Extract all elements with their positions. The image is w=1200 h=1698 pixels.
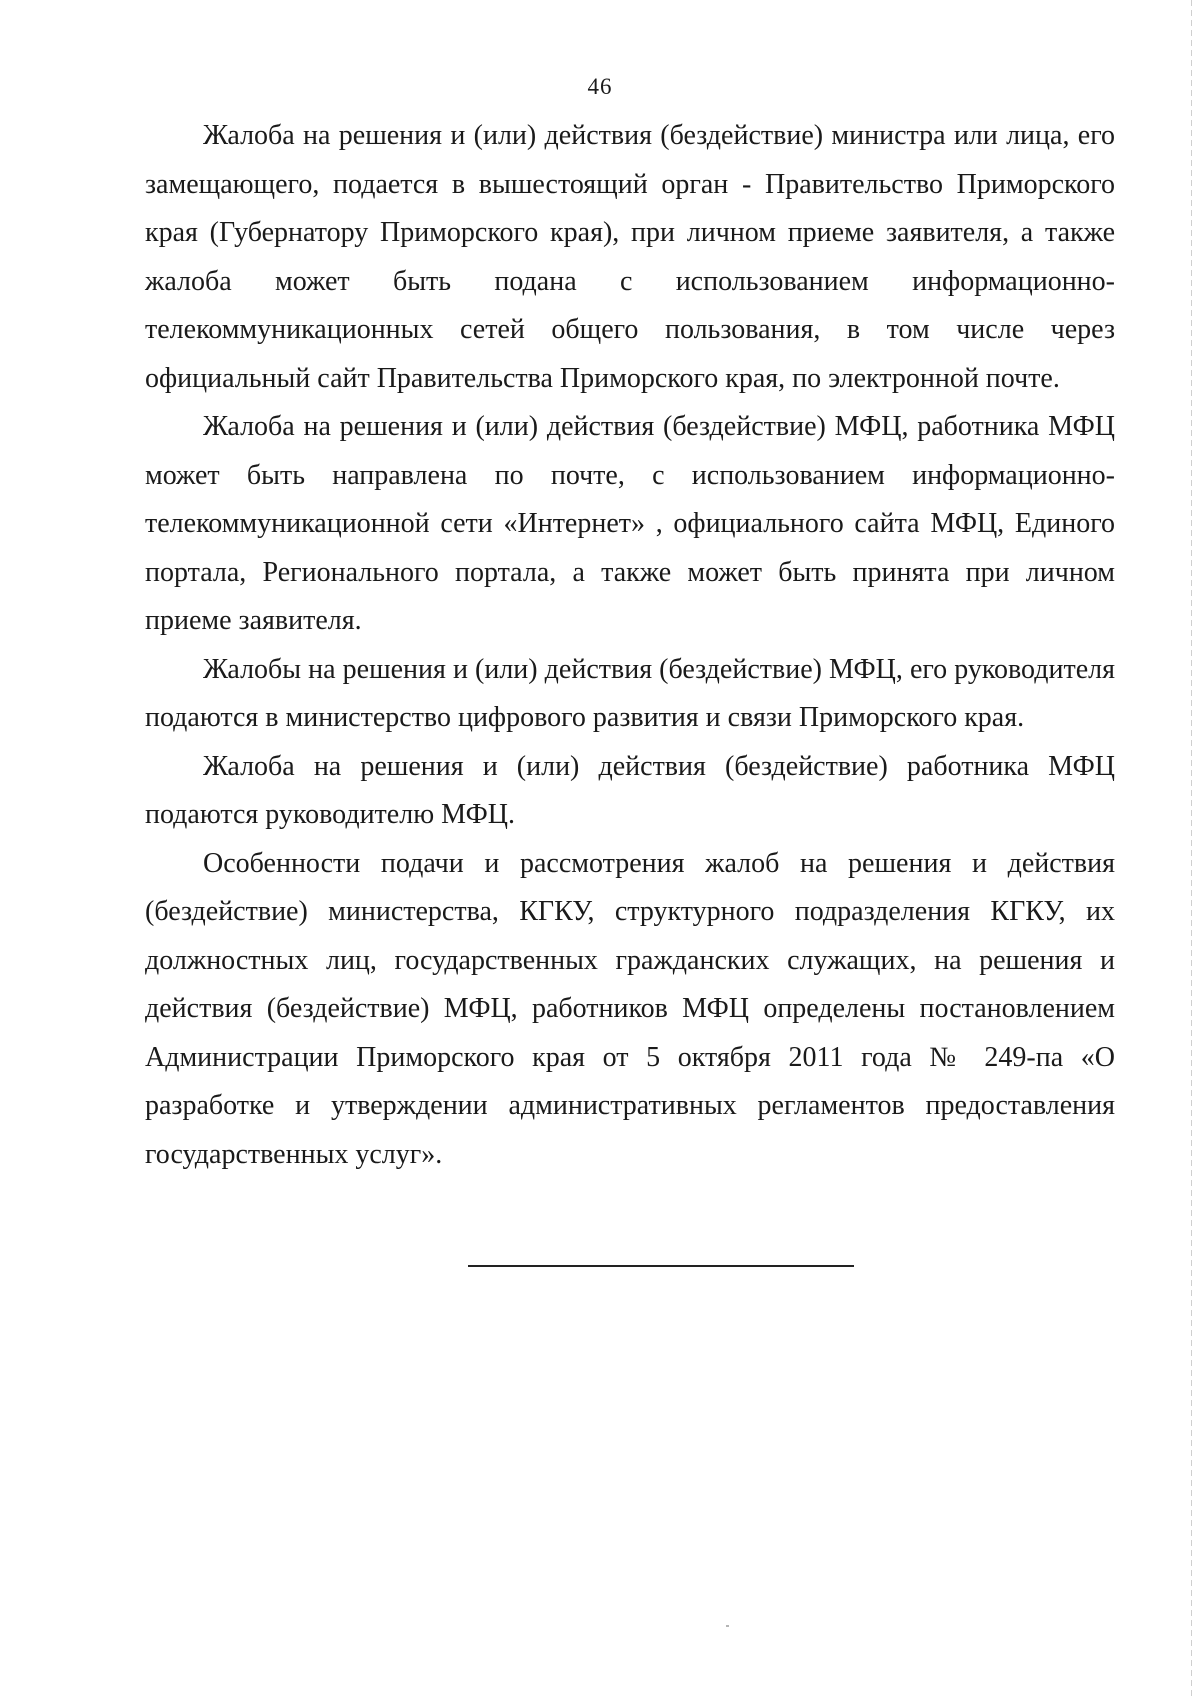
scan-edge [1191, 0, 1192, 1698]
paragraph-complaint-mfc-employee: Жалоба на решения и (или) действия (бездействие) работника МФЦ подаются руководителю МФЦ. [145, 750, 1115, 830]
paragraph-complaint-minister: Жалоба на решения и (или) действия (бездействие) министра или лица, его замещающего, подается в вышестоящий орган - Правительство Приморского края (Губернатору Приморского края), при личном приеме заявителя, а также жалоба может быть подана с использованием информационно-телекоммуникационных сетей общего пользования, в том числе через официальный сайт Правительства Приморского края, по электронной почте. [145, 120, 1115, 394]
scan-speck [726, 1625, 729, 1627]
paragraph-complaint-mfc-head: Жалобы на решения и (или) действия (бездействие) МФЦ, его руководителя подаются в министерство цифрового развития и связи Приморского края. [145, 653, 1115, 733]
paragraph-complaint-mfc-channels: Жалоба на решения и (или) действия (бездействие) МФЦ, работника МФЦ может быть направлена по почте, с использованием информационно-телекоммуникационной сети «Интернет» , официального сайта МФЦ, Единого портала, Регионального портала, а также может быть принята при личном приеме заявителя. [145, 411, 1115, 636]
end-separator-line [468, 1265, 854, 1267]
body-text [145, 112, 1115, 1179]
paragraph-complaint-procedure: Особенности подачи и рассмотрения жалоб на решения и действия (бездействие) министерства, КГКУ, структурного подразделения КГКУ, их должностных лиц, государственных гражданских служащих, на решения и действия (бездействие) МФЦ, работников МФЦ определены постановлением Администрации Приморского края от 5 октября 2011 года № 249-па «О разработке и утверждении административных регламентов предоставления государственных услуг». [145, 847, 1115, 1170]
page-number: 46 [587, 74, 613, 99]
